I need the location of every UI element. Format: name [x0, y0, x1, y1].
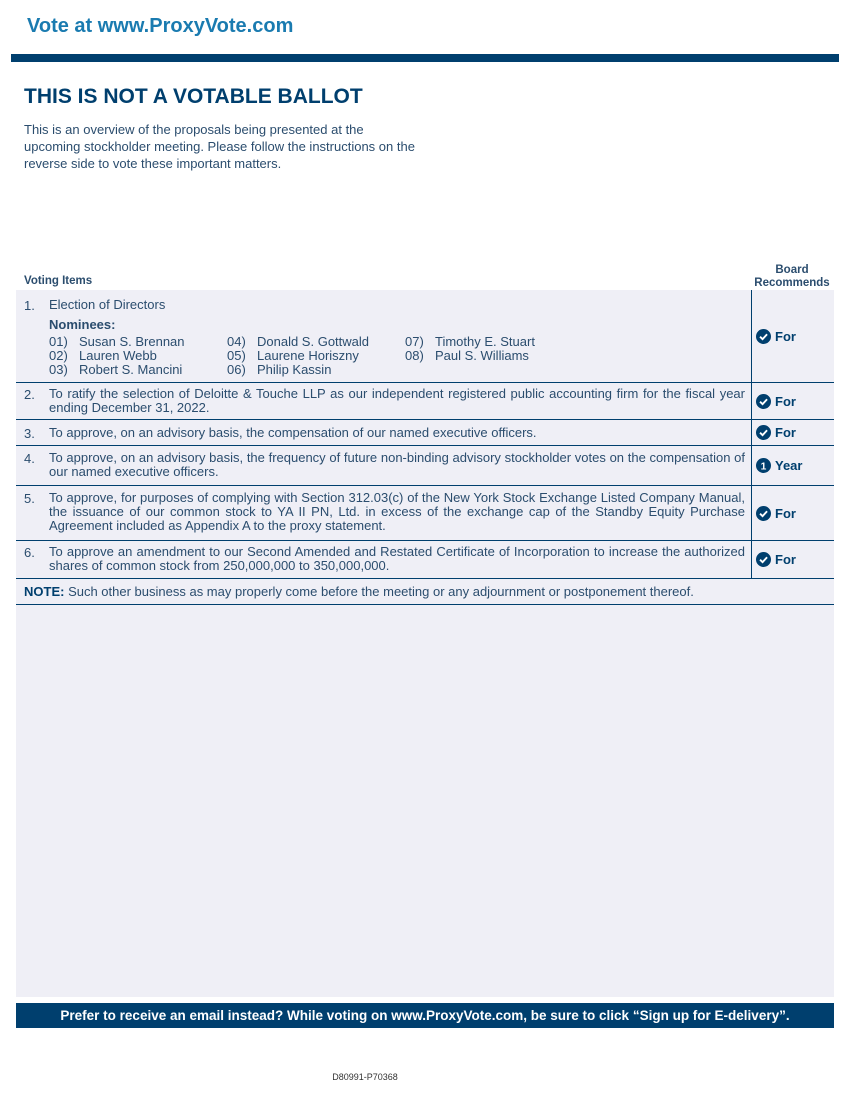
board-recommends-header: Board Recommends — [754, 264, 830, 289]
voting-item-text: Election of Directors — [49, 297, 166, 312]
voting-item-text: To approve an amendment to our Second Amended and Restated Certificate of Incorporation to increase the authorized shares of common stock from 250,000,000 to 350,000,000. — [49, 544, 745, 573]
check-circle-icon — [756, 552, 771, 567]
nominee: 08) Paul S. Williams — [405, 348, 529, 363]
board-recommendation: 1 Year — [751, 446, 834, 485]
document-code: D80991-P70368 — [332, 1072, 398, 1082]
voting-item-text: To approve, on an advisory basis, the compensation of our named executive officers. — [49, 425, 537, 440]
board-recommendation: For — [751, 290, 834, 382]
nominees-label: Nominees: — [49, 317, 116, 332]
voting-item-row: 4. To approve, on an advisory basis, the frequency of future non-binding advisory stockholder votes on the compensation of our named executive officers. 1 Year — [16, 446, 834, 486]
voting-item-text: To approve, on an advisory basis, the frequency of future non-binding advisory stockholder votes on the compensation of our named executive officers. — [49, 450, 745, 479]
voting-item-text: To approve, for purposes of complying with Section 312.03(c) of the New York Stock Exchange Listed Company Manual, the issuance of our common stock to YA II PN, Ltd. in excess of the exchange cap of the Standby Equity Purchase Agreement included as Appendix A to the proxy statement. — [49, 490, 745, 533]
nominee: 02) Lauren Webb — [49, 348, 157, 363]
voting-item-row: 3. To approve, on an advisory basis, the compensation of our named executive officers. For — [16, 420, 834, 446]
nominee: 06) Philip Kassin — [227, 362, 332, 377]
nominee: 07) Timothy E. Stuart — [405, 334, 535, 349]
nominee: 01) Susan S. Brennan — [49, 334, 185, 349]
nominee: 04) Donald S. Gottwald — [227, 334, 370, 349]
note-text: NOTE: Such other business as may properly come before the meeting or any adjournment or postponement thereof. — [24, 584, 694, 599]
nominee: 05) Laurene Horiszny — [227, 348, 359, 363]
intro-text: This is an overview of the proposals being presented at the upcoming stockholder meeting. Please follow the instructions on the reverse side to vote these important matters. — [24, 122, 415, 171]
voting-item-row: 6. To approve an amendment to our Second Amended and Restated Certificate of Incorporation to increase the authorized shares of common stock from 250,000,000 to 350,000,000. For — [16, 541, 834, 579]
check-circle-icon — [756, 506, 771, 521]
voting-item-row: 5. To approve, for purposes of complying with Section 312.03(c) of the New York Stock Exchange Listed Company Manual, the issuance of our common stock to YA II PN, Ltd. in excess of the exchange cap of the Standby Equity Purchase Agreement included as Appendix A to the proxy statement. For — [16, 486, 834, 541]
voting-items-header: Voting Items — [24, 275, 93, 287]
nominee: 03) Robert S. Mancini — [49, 362, 183, 377]
svg-text:1: 1 — [760, 461, 767, 473]
voting-item-row: 1. Election of Directors Nominees: 01) Susan S. Brennan 02) Lauren Webb 03) Robert S. Mancini 04) Donald S. Gottwald 05) Laurene Horiszny 06) Philip Kassin 07) Timothy E. Stuart 08) Paul S. Williams For — [16, 290, 834, 383]
board-recommendation: For — [751, 486, 834, 540]
board-recommendation: For — [751, 420, 834, 445]
proxyvote-link[interactable]: Vote at www.ProxyVote.com — [27, 15, 294, 37]
page-title: THIS IS NOT A VOTABLE BALLOT — [24, 85, 363, 108]
check-circle-icon — [756, 425, 771, 440]
voting-item-row: 2. To ratify the selection of Deloitte & Touche LLP as our independent registered public accounting firm for the fiscal year ending December 31, 2022. For — [16, 383, 834, 420]
e-delivery-banner: Prefer to receive an email instead? While voting on www.ProxyVote.com, be sure to click “Sign up for E-delivery”. — [16, 1003, 834, 1028]
check-circle-icon — [756, 394, 771, 409]
check-circle-icon — [756, 329, 771, 344]
header-divider-bar — [11, 54, 839, 62]
board-recommendation: For — [751, 383, 834, 419]
board-recommendation: For — [751, 541, 834, 578]
voting-item-text: To ratify the selection of Deloitte & Touche LLP as our independent registered public accounting firm for the fiscal year ending December 31, 2022. — [49, 386, 745, 415]
number-one-circle-icon — [756, 458, 771, 473]
